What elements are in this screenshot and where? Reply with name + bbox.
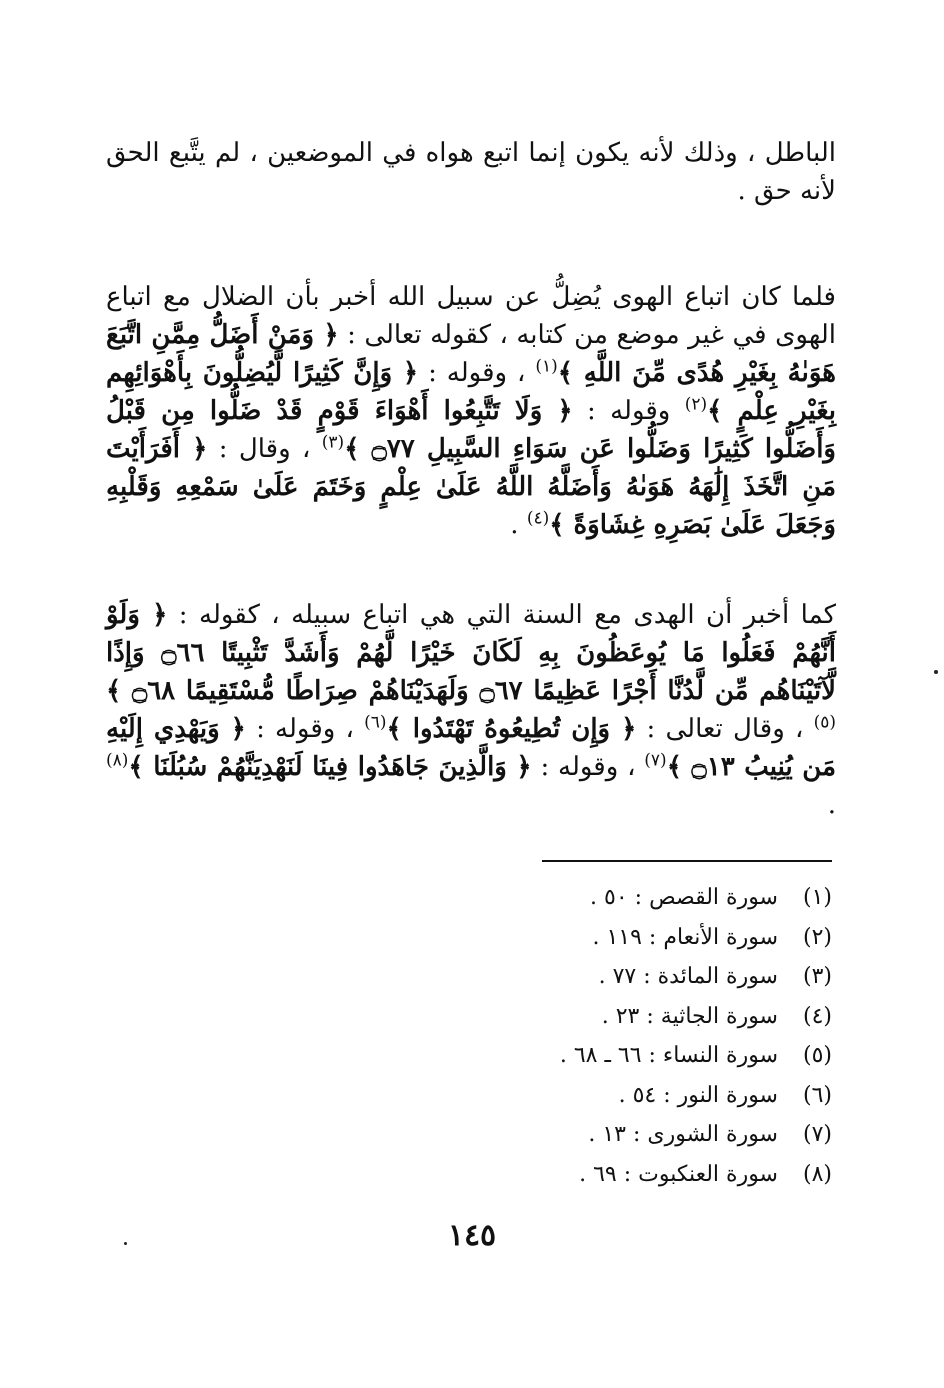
footnote-text: سورة الأنعام : ١١٩ . [592,924,778,950]
paragraph-1-text: الباطل ، وذلك لأنه يكون إنما اتبع هواه في الموضعين ، لم يتَّبع الحق لأنه حق . [106,138,836,206]
footnote-ref-5: (٥) [813,712,836,733]
connector-text: . [827,790,836,820]
footnote-number: (٥) [802,1043,832,1068]
footnote-item [412,1036,832,1076]
footnote-item [412,1115,832,1155]
quran-verse-6: ﴿ وَإِن تُطِيعُوهُ تَهْتَدُوا ﴾ [386,714,637,744]
connector-text: ، وقوله : [245,714,365,744]
footnote-number: (٧) [802,1122,832,1147]
footnote-number: (٦) [802,1082,832,1108]
scan-speck [934,670,938,674]
footnote-ref-8: (٨) [106,750,129,771]
footnote-item [412,878,832,918]
footnote-number: (١) [802,885,832,910]
connector-text: ، وقال : [207,434,322,464]
quran-verse-3: ﴿ وَلَا تَتَّبِعُوا أَهْوَاءَ قَوْمٍ قَدْ ضَلُّوا مِن قَبْلُ وَأَضَلُّوا كَثِيرًا وَضَلُّوا عَن سَوَاءِ السَّبِيلِ ۝٧٧ ﴾ [106,396,836,464]
footnote-number: (٨) [802,1161,832,1187]
footnote-item [412,918,832,958]
footnote-ref-1: (١) [535,356,558,377]
paragraph-3-intro: كما أخبر أن الهدى مع السنة التي هي اتباع سبيله ، كقوله : [167,600,836,630]
footnote-ref-7: (٧) [644,750,667,771]
footnote-number: (٣) [802,964,832,989]
footnote-text: سورة النور : ٥٤ . [618,1082,778,1108]
scan-speck [124,1242,127,1245]
page-number: ١٤٥ [447,1218,497,1253]
footnotes-list [412,878,832,1194]
footnote-item [412,957,832,997]
quran-verse-1: ﴿ وَمَنْ أَضَلُّ مِمَّنِ اتَّبَعَ هَوَىٰهُ بِغَيْرِ هُدًى مِّنَ اللَّهِ ﴾ [106,320,836,388]
paragraph-1 [106,134,836,210]
quran-verse-4: ﴿ أَفَرَأَيْتَ مَنِ اتَّخَذَ إِلَٰهَهُ هَوَىٰهُ وَأَضَلَّهُ اللَّهُ عَلَىٰ عِلْمٍ وَخَتَمَ عَلَىٰ سَمْعِهِ وَقَلْبِهِ وَجَعَلَ عَلَىٰ بَصَرِهِ غِشَاوَةً ﴾ [106,434,836,540]
paragraph-3-text [106,596,836,824]
quran-verse-8: ﴿ وَالَّذِينَ جَاهَدُوا فِينَا لَنَهْدِيَنَّهُمْ سُبُلَنَا ﴾ [128,752,532,782]
connector-text: ، وقوله : [531,752,645,782]
quran-verse-5: ﴿ وَلَوْ أَنَّهُمْ فَعَلُوا مَا يُوعَظُونَ بِهِ لَكَانَ خَيْرًا لَّهُمْ وَأَشَدَّ تَثْبِيتًا ۝٦٦ وَإِذًا لَّآتَيْنَاهُم مِّن لَّدُنَّا أَجْرًا عَظِيمًا ۝٦٧ وَلَهَدَيْنَاهُمْ صِرَاطًا مُّسْتَقِيمًا ۝٦٨ ﴾ [106,600,836,706]
paragraph-3 [106,596,836,824]
footnote-item [412,1155,832,1195]
paragraph-2-intro: فلما كان اتباع الهوى يُضِلُّ عن سبيل الله أخبر بأن الضلال مع اتباع الهوى في غير موضع من كتابه ، كقوله تعالى : [106,282,836,350]
footnote-item [412,997,832,1037]
footnote-item [412,1076,832,1116]
quran-verse-7: ﴿ وَيَهْدِي إِلَيْهِ مَن يُنِيبُ ۝١٣ ﴾ [106,714,836,782]
paragraph-2-text [106,278,836,544]
footnote-text: سورة الشورى : ١٣ . [588,1122,778,1147]
connector-text: . [510,510,527,540]
footnote-text: سورة النساء : ٦٦ ـ ٦٨ . [559,1043,778,1068]
paragraph-2 [106,278,836,544]
footnote-divider [542,860,832,862]
footnote-number: (٤) [802,1003,832,1029]
footnote-ref-3: (٣) [321,432,345,453]
connector-text: ، وقال تعالى : [636,714,814,744]
footnote-text: سورة الجاثية : ٢٣ . [601,1003,778,1029]
footnote-text: سورة المائدة : ٧٧ . [598,964,778,989]
footnote-text: سورة العنكبوت : ٦٩ . [579,1161,778,1187]
footnote-ref-4: (٤) [526,508,550,529]
connector-text: ، وقوله : [418,358,536,388]
footnote-text: سورة القصص : ٥٠ . [590,885,778,910]
footnote-ref-2: (٢) [684,394,708,415]
connector-text: وقوله : [572,396,685,426]
footnote-ref-6: (٦) [364,712,387,733]
footnote-number: (٢) [802,924,832,950]
quran-verse-2: ﴿ وَإِنَّ كَثِيرًا لَّيُضِلُّونَ بِأَهْوَائِهِم بِغَيْرِ عِلْمٍ ﴾ [106,358,837,426]
